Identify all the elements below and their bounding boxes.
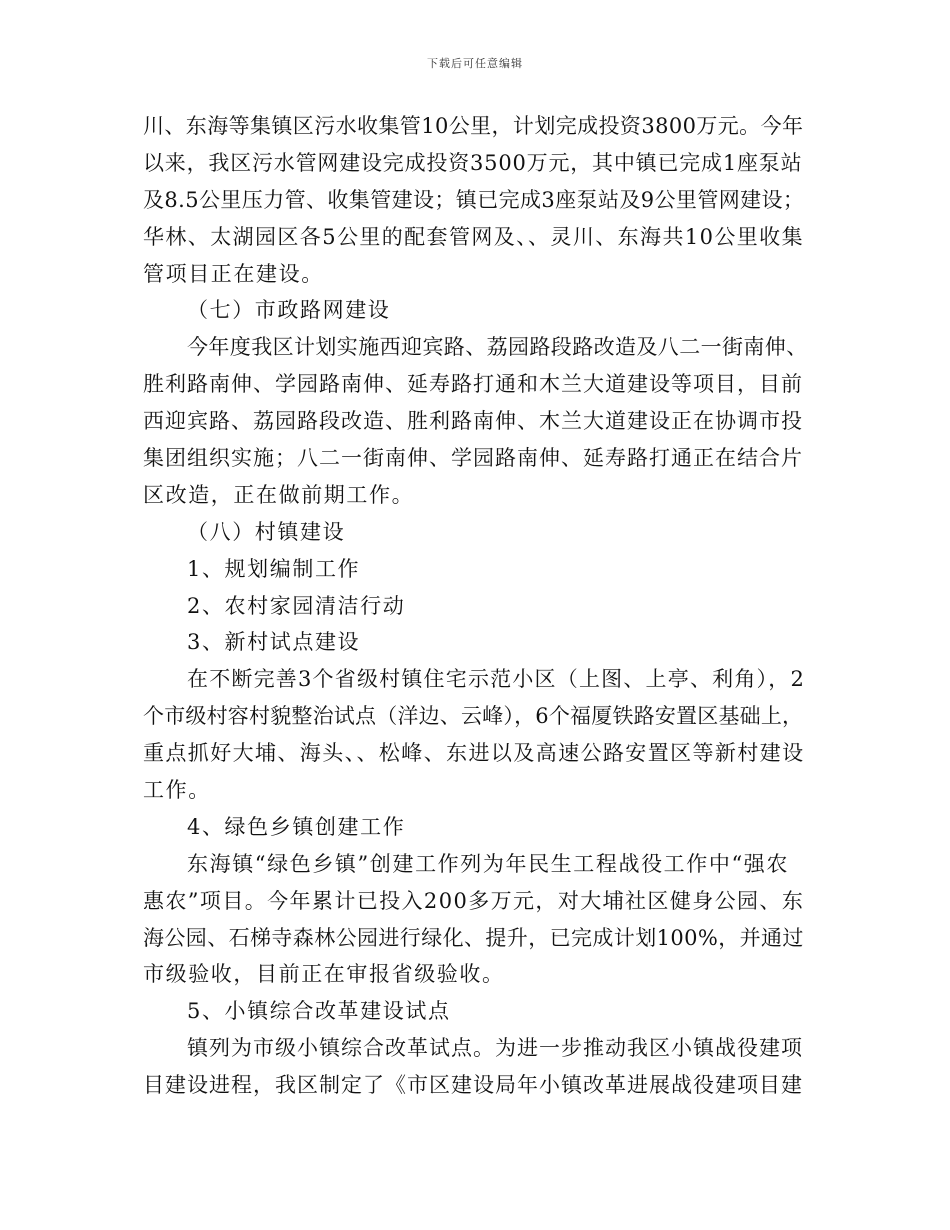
text-line: 个市级村容村貌整治试点（洋边、云峰），6个福厦铁路安置区基础上， — [143, 704, 804, 729]
text-line: 惠农”项目。今年累计已投入200多万元，对大埔社区健身公园、东 — [143, 888, 805, 913]
text-line: 川、东海等集镇区污水收集管10公里，计划完成投资3800万元。今年 — [143, 114, 804, 138]
text-line: 1、规划编制工作 — [187, 556, 361, 581]
document-body — [143, 108, 808, 1104]
text-line: 5、小镇综合改革建设试点 — [187, 999, 451, 1024]
text-line: 东海镇“绿色乡镇”创建工作列为年民生工程战役工作中“强农 — [187, 851, 790, 876]
text-line: 及8.5公里压力管、收集管建设；镇已完成3座泵站及9公里管网建设； — [143, 187, 805, 212]
text-line: 区改造，正在做前期工作。 — [143, 482, 415, 507]
text-line: 市级验收，目前正在审报省级验收。 — [143, 962, 505, 987]
text-line: 在不断完善3个省级村镇住宅示范小区（上图、上亭、利角），2 — [187, 667, 806, 692]
text-line: 今年度我区计划实施西迎宾路、荔园路段路改造及八二一街南伸、 — [187, 335, 808, 360]
text-line: （八）村镇建设 — [187, 519, 346, 544]
text-line: 目建设进程，我区制定了《市区建设局年小镇改革进展战役建项目建 — [143, 1073, 803, 1098]
text-line: 胜利路南伸、学园路南伸、延寿路打通和木兰大道建设等项目，目前 — [143, 372, 803, 397]
text-line: 重点抓好大埔、海头、、松峰、东进以及高速公路安置区等新村建设 — [143, 741, 805, 766]
text-line: 以来，我区污水管网建设完成投资3500万元，其中镇已完成1座泵站 — [143, 150, 803, 175]
text-line: 工作。 — [143, 778, 211, 803]
text-line: 海公园、石梯寺森林公园进行绿化、提升，已完成计划100%，并通过 — [143, 925, 804, 950]
text-line: 集团组织实施；八二一街南伸、学园路南伸、延寿路打通正在结合片 — [143, 446, 803, 471]
text-line: 西迎宾路、荔园路段改造、胜利路南伸、木兰大道建设正在协调市投 — [143, 409, 803, 434]
page-header: 下载后可任意编辑 — [427, 57, 523, 70]
text-line: 3、新村试点建设 — [187, 630, 361, 655]
text-line: 华林、太湖园区各5公里的配套管网及、、灵川、东海共10公里收集 — [143, 224, 804, 249]
text-line: 镇列为市级小镇综合改革试点。为进一步推动我区小镇战役建项 — [187, 1036, 803, 1061]
text-line: 4、绿色乡镇创建工作 — [187, 814, 406, 839]
text-line: 管项目正在建设。 — [143, 261, 324, 286]
text-line: （七）市政路网建设 — [187, 298, 391, 323]
text-line: 2、农村家园清洁行动 — [187, 593, 406, 618]
